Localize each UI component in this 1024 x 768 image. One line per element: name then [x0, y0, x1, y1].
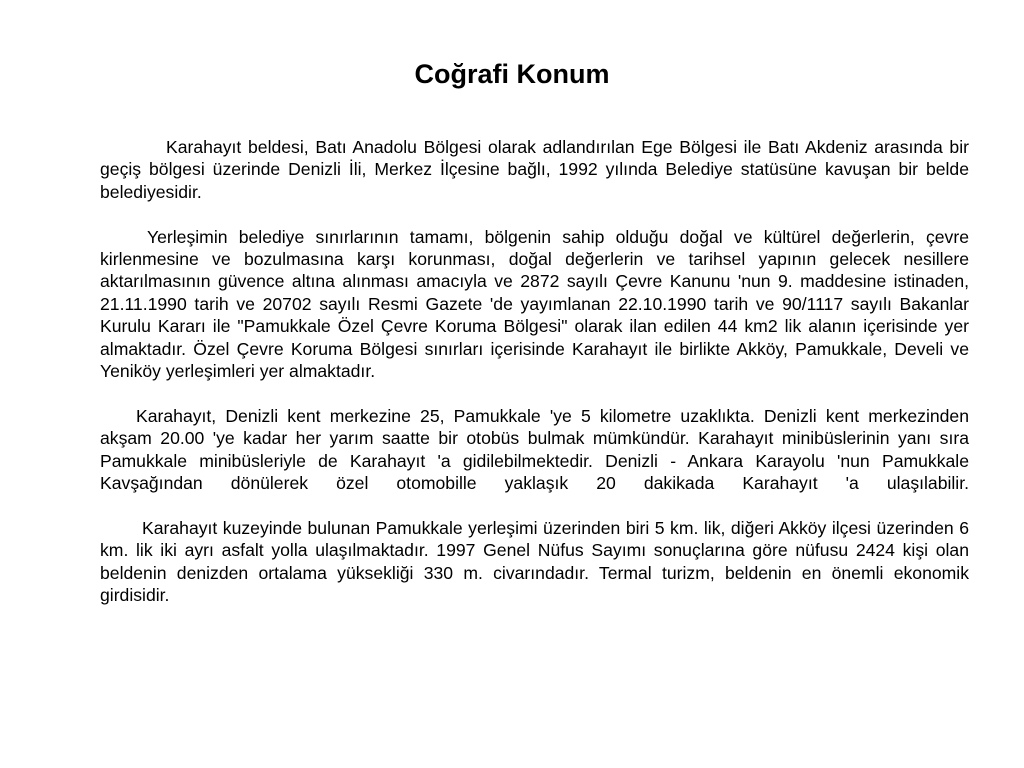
paragraph-location: Karahayıt beldesi, Batı Anadolu Bölgesi olarak adlandırılan Ege Bölgesi ile Batı Akdeniz arasında bir geçiş bölgesi üzerinde Denizli İli, Merkez İlçesine bağlı, 1992 yılında Belediye statüsüne kavuşan bir belde belediyesidir.	[100, 137, 969, 202]
slide-title: Coğrafi Konum	[414, 59, 610, 89]
paragraph-roads-population: Karahayıt kuzeyinde bulunan Pamukkale yerleşimi üzerinden biri 5 km. lik, diğeri Akköy ilçesi üzerinden 6 km. lik iki ayrı asfalt yolla ulaşılmaktadır. 1997 Genel Nüfus Sayımı sonuçlarına göre nüfusu 2424 kişi olan beldenin denizden ortalama yüksekliği 330 m. civarındadır. Termal turizm, beldenin en önemli ekonomik girdisidir.	[100, 517, 969, 606]
slide-body	[100, 136, 969, 629]
paragraph-transportation: Karahayıt, Denizli kent merkezine 25, Pamukkale 'ye 5 kilometre uzaklıkta. Denizli kent merkezinden akşam 20.00 'ye kadar her yarım saatte bir otobüs bulmak mümkündür. Karahayıt minibüslerinin yanı sıra Pamukkale minibüsleriyle de Karahayıt 'a gidilebilmektedir. Denizli - Ankara Karayolu 'nun Pamukkale Kavşağından dönülerek özel otomobille yaklaşık 20 dakikada Karahayıt 'a ulaşılabilir.	[100, 405, 969, 494]
paragraph-protection-zone: Yerleşimin belediye sınırlarının tamamı, bölgenin sahip olduğu doğal ve kültürel değerlerin, çevre kirlenmesine ve bozulmasına karşı korunması, doğal değerlerin ve tarihsel yapının gelecek nesillere aktarılmasının güvence altına alınması amacıyla ve 2872 sayılı Çevre Kanunu 'nun 9. maddesine istinaden, 21.11.1990 tarih ve 20702 sayılı Resmi Gazete 'de yayımlanan 22.10.1990 tarih ve 90/1117 sayılı Bakanlar Kurulu Kararı ile "Pamukkale Özel Çevre Koruma Bölgesi" olarak ilan edilen 44 km2 lik alanın içerisinde yer almaktadır. Özel Çevre Koruma Bölgesi sınırları içerisinde Karahayıt ile birlikte Akköy, Pamukkale, Develi ve Yeniköy yerleşimleri yer almaktadır.	[100, 226, 969, 382]
